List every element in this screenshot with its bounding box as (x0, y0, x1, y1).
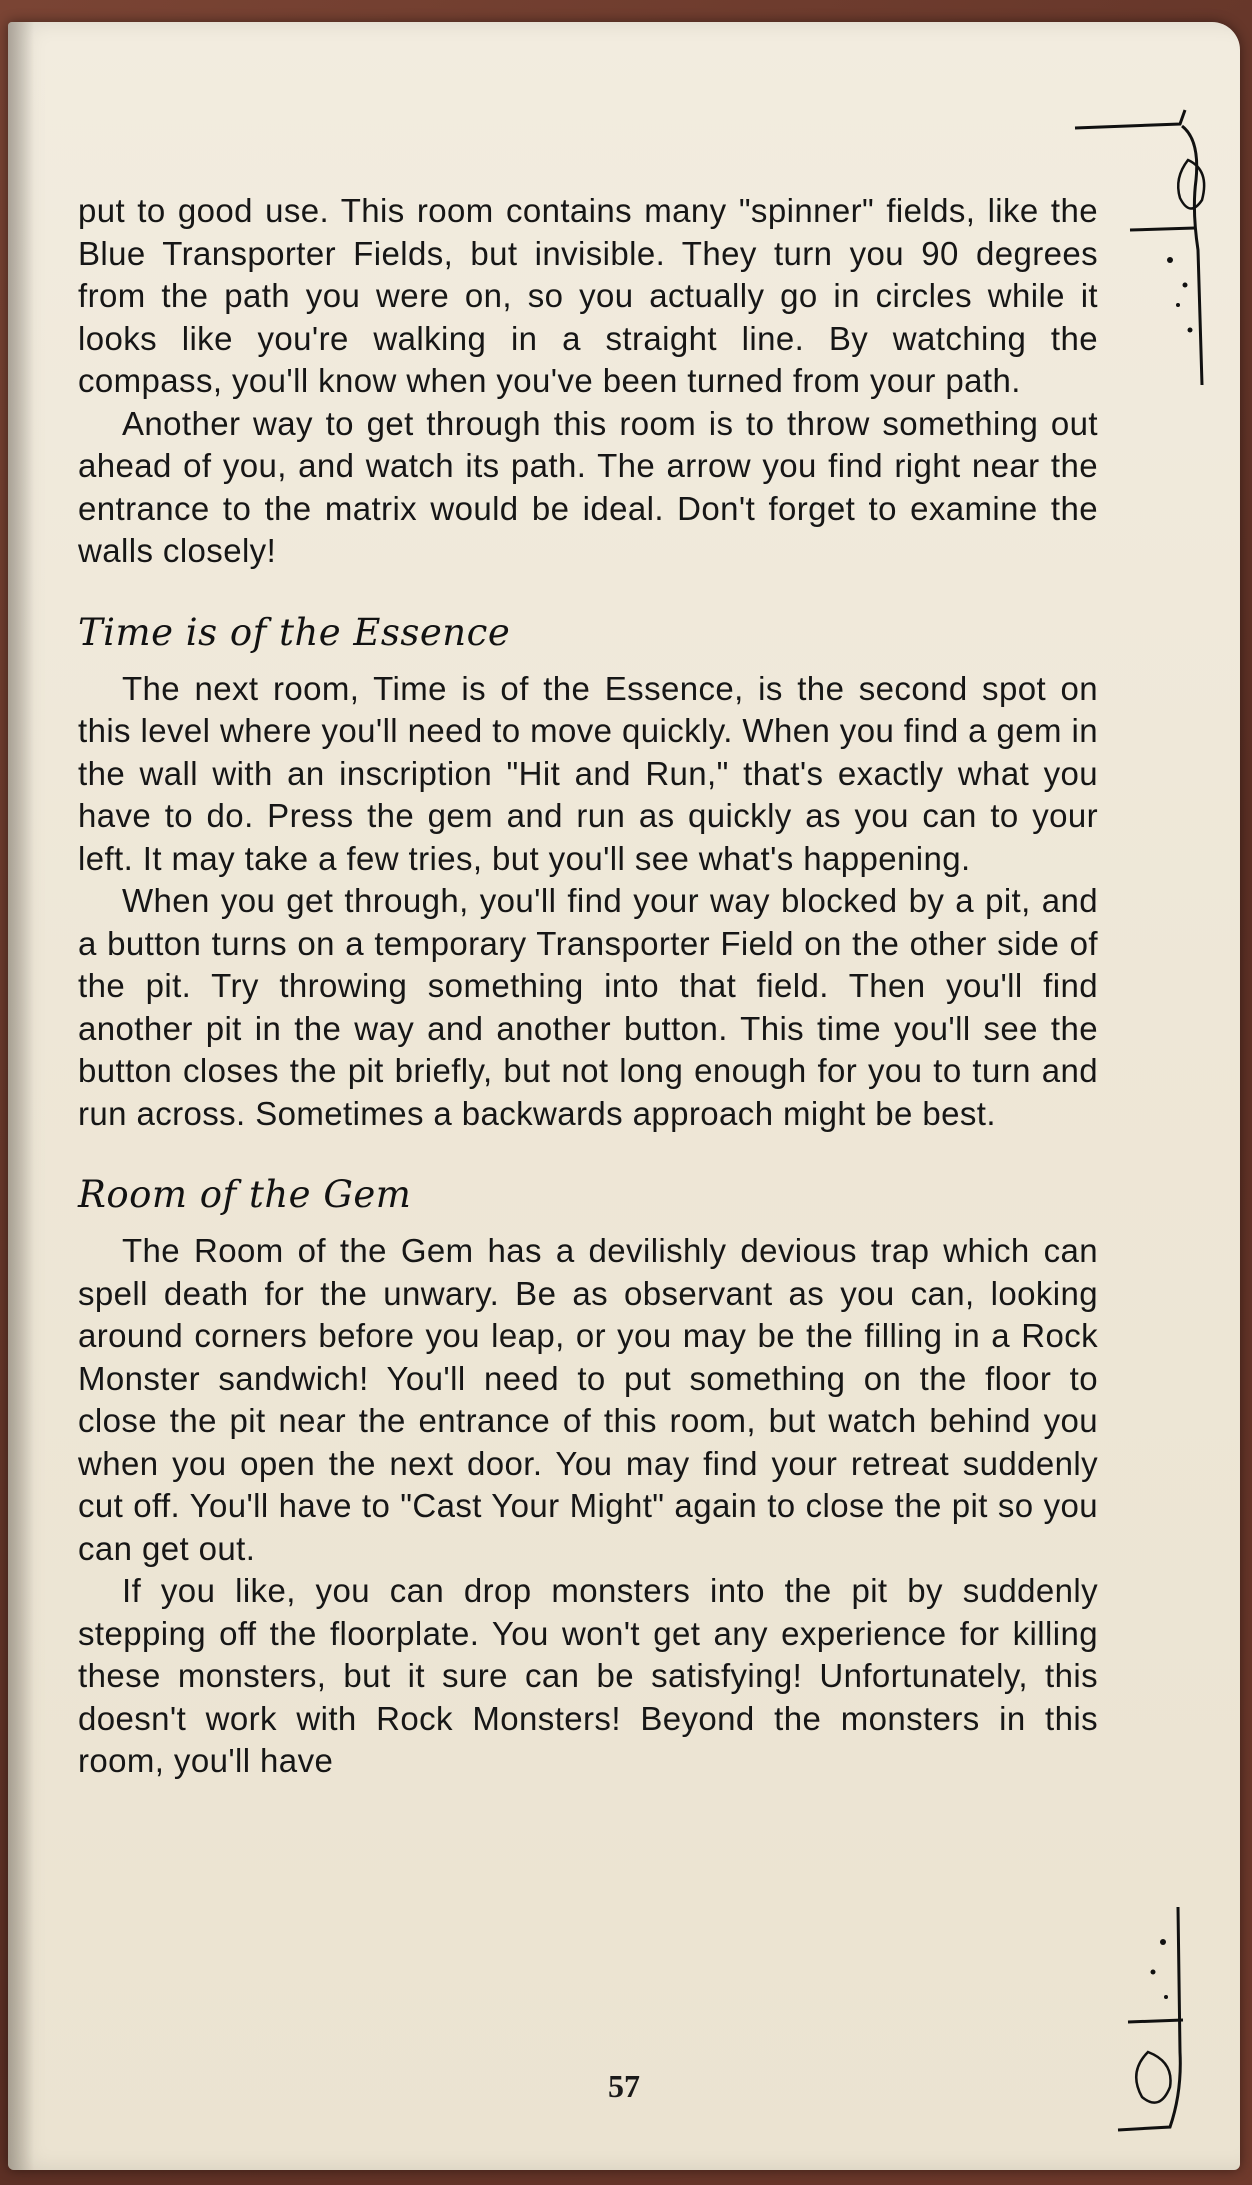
paragraph: If you like, you can drop monsters into the pit by suddenly stepping off the floorplate. You won't get any experience for killing these monsters, but it sure can be satisfying! Unfortunately, this doesn't work with Rock Monsters! Beyond the monsters in this room, you'll have (78, 1572, 1098, 1779)
page-number: 57 (608, 2068, 640, 2104)
paragraph: The next room, Time is of the Essence, is the second spot on this level where you'll need to move quickly. When you find a gem in the wall with an inscription "Hit and Run," that's exactly what you have to do. Press the gem and run as quickly as you can to your left. It may take a few tries, but you'll see what's happening. (78, 669, 1098, 877)
corner-vine-icon (1108, 1902, 1238, 2142)
paragraph: When you get through, you'll find your way blocked by a pit, and a button turns on a temporary Transporter Field on the other side of the pit. Try throwing something into that field. Then you'll find another pit in the way and another button. This time you'll see the button closes the pit briefly, but not long enough for you to turn and run across. Sometimes a backwards approach might be best. (78, 882, 1098, 1132)
paragraph: The Room of the Gem has a devilishly devious trap which can spell death for the unwary. Be as observant as you can, looking around corners before you leap, or you may be the filling in a Rock Monster sandwich! You'll need to put something on the floor to close the pit near the entrance of this room, but watch behind you when you open the next door. You may find your retreat suddenly cut off. You'll have to "Cast Your Might" again to close the pit so you can get out. (78, 1232, 1098, 1567)
section-heading: Room of the Gem (78, 1173, 412, 1216)
page-text (78, 190, 1098, 1783)
book-page (8, 22, 1240, 2170)
paragraph: put to good use. This room contains many "spinner" fields, like the Blue Transporter Fields, but invisible. They turn you 90 degrees from the path you were on, so you actually go in circles while it looks like you're walking in a straight line. By watching the compass, you'll know when you've been turned from your path. (78, 192, 1098, 399)
section-heading: Time is of the Essence (78, 610, 511, 654)
spine-shadow (8, 22, 34, 2170)
paragraph: Another way to get through this room is to throw something out ahead of you, and watch its path. The arrow you find right near the entrance to the matrix would be ideal. Don't forget to examine the walls closely! (78, 404, 1098, 569)
